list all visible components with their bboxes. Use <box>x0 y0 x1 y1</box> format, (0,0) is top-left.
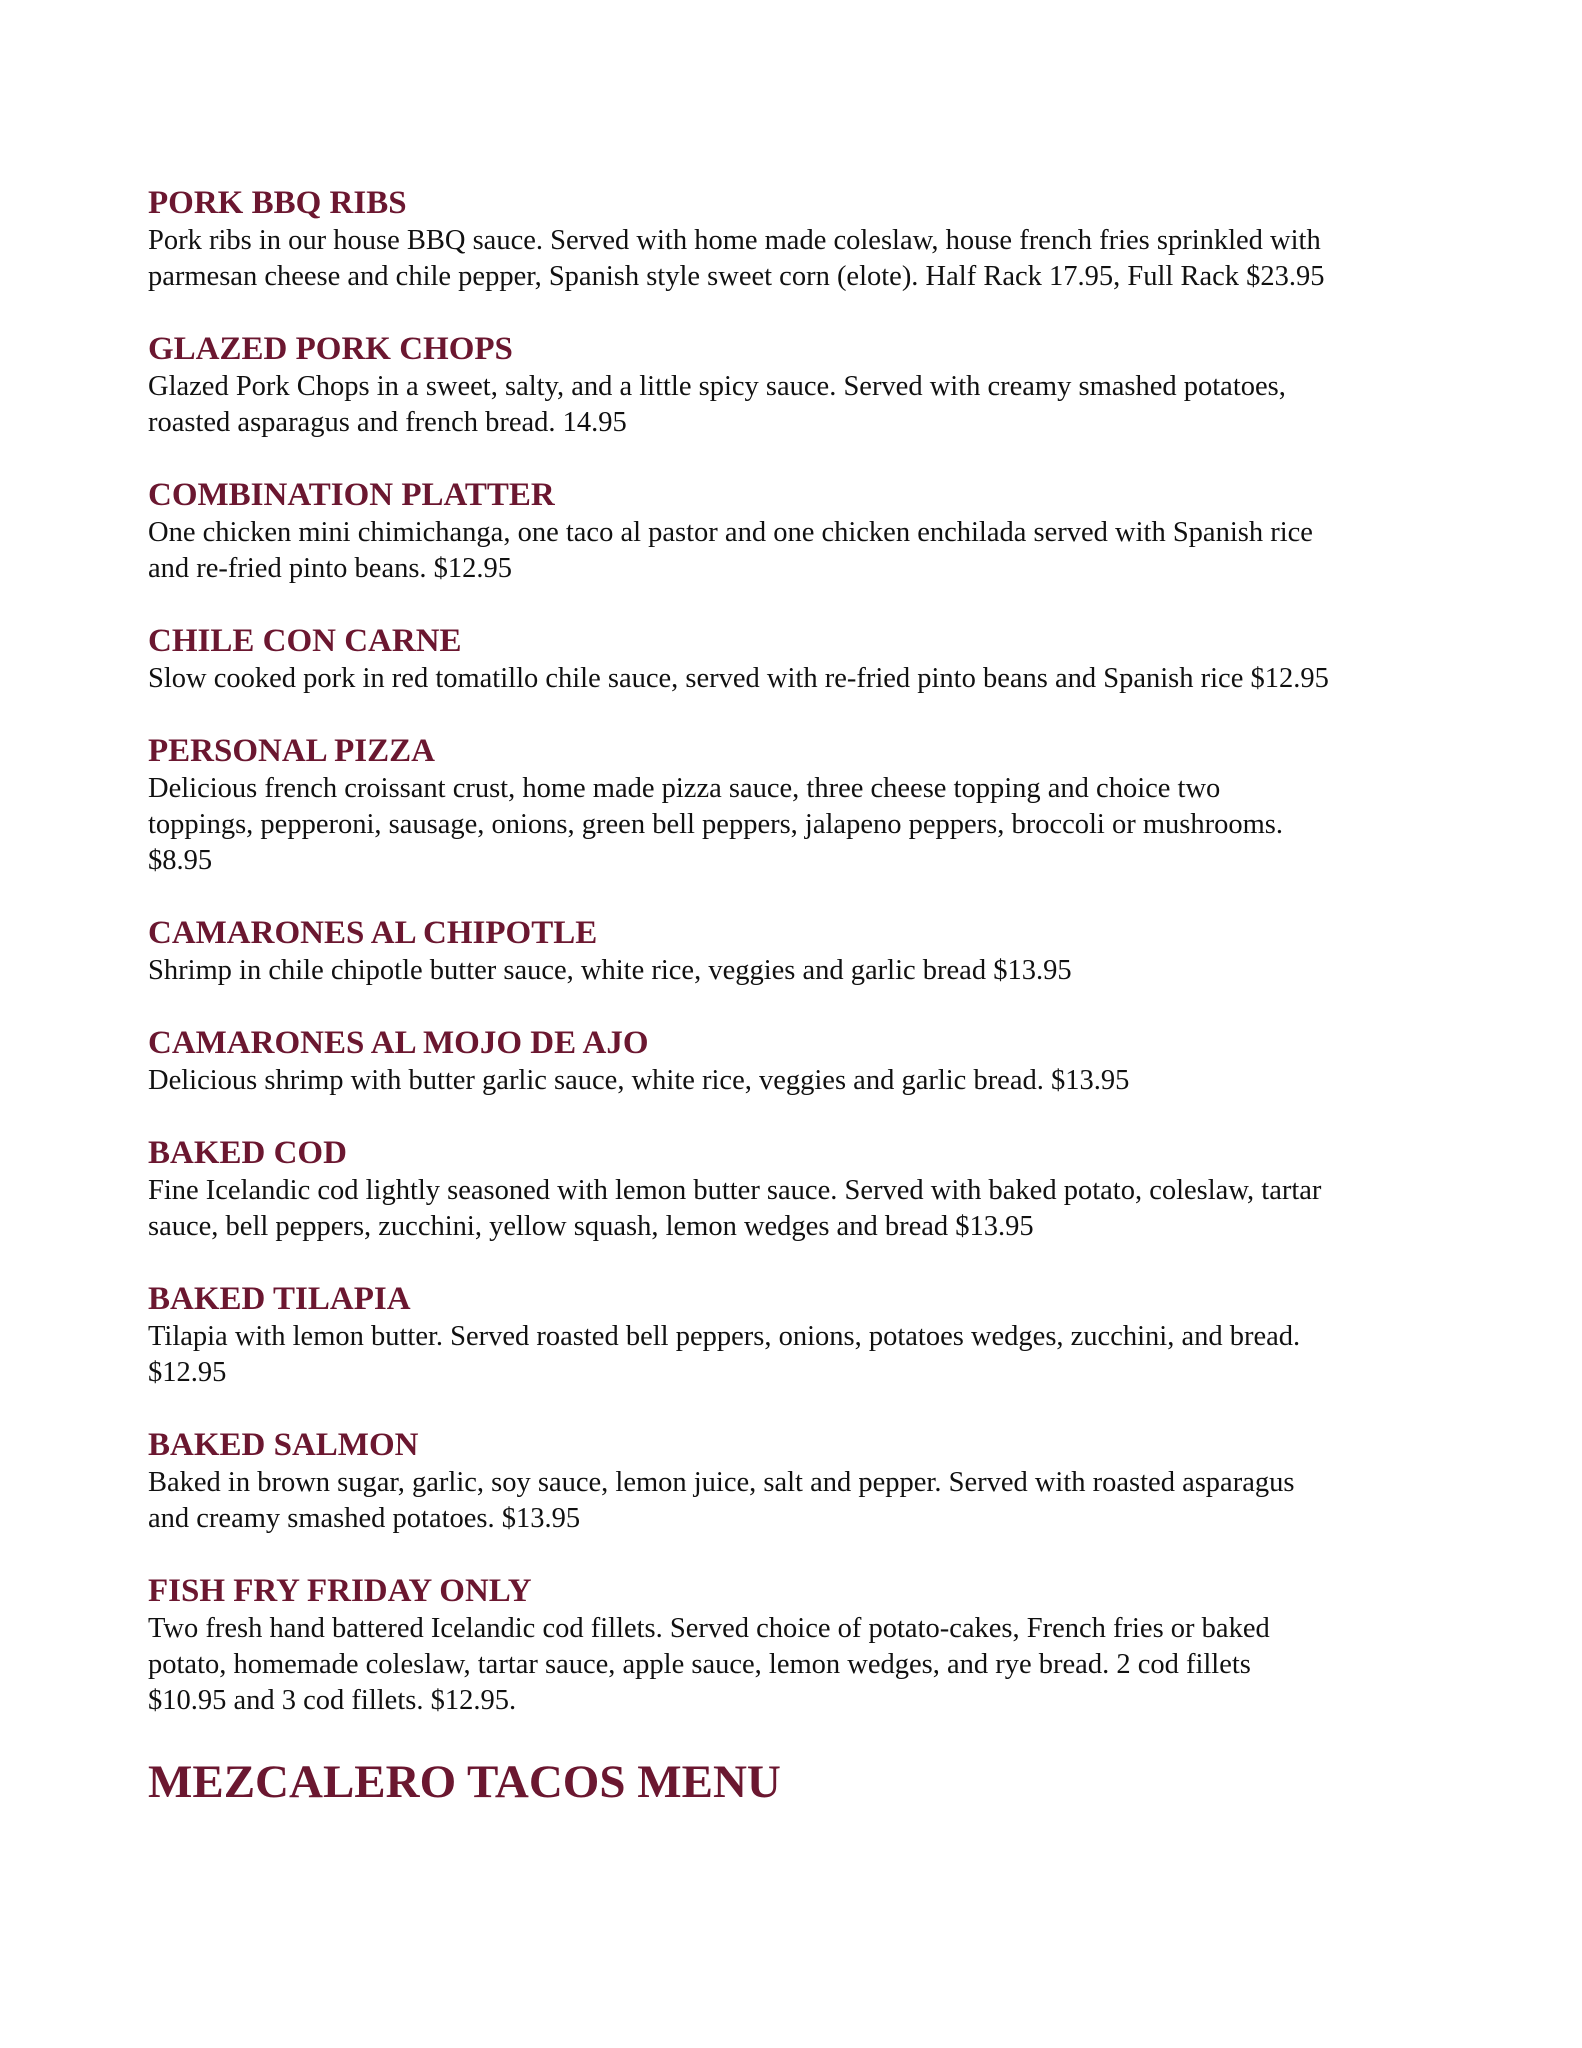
menu-item <box>148 1133 1448 1245</box>
description-line: toppings, pepperoni, sausage, onions, green bell peppers, jalapeno peppers, broccoli or mushrooms. <box>148 809 1283 840</box>
description-line: Two fresh hand battered Icelandic cod fillets. Served choice of potato-cakes, French fries or baked <box>148 1613 1270 1644</box>
menu-item-title: PERSONAL PIZZA <box>148 733 435 769</box>
menu-item <box>148 475 1448 587</box>
description-line: Delicious shrimp with butter garlic sauce, white rice, veggies and garlic bread. $13.95 <box>148 1065 1130 1096</box>
menu-item-description <box>148 223 1448 295</box>
menu-item <box>148 1279 1448 1391</box>
menu-item-description <box>148 1611 1448 1719</box>
menu-item-title: BAKED SALMON <box>148 1427 419 1463</box>
description-line: Pork ribs in our house BBQ sauce. Served with home made coleslaw, house french fries sprinkled with <box>148 225 1321 256</box>
description-line: Tilapia with lemon butter. Served roasted bell peppers, onions, potatoes wedges, zucchini, and bread. <box>148 1321 1301 1352</box>
section-heading: MEZCALERO TACOS MENU <box>148 1756 781 1808</box>
menu-item-title: GLAZED PORK CHOPS <box>148 331 513 367</box>
menu-item-description <box>148 661 1448 697</box>
menu-item <box>148 329 1448 441</box>
menu-item-title: BAKED COD <box>148 1135 347 1171</box>
description-line: Delicious french croissant crust, home made pizza sauce, three cheese topping and choice two <box>148 773 1221 804</box>
menu-item-description <box>148 515 1448 587</box>
menu-item <box>148 731 1448 879</box>
menu-item-title: CHILE CON CARNE <box>148 623 462 659</box>
menu-item <box>148 183 1448 295</box>
description-line: Fine Icelandic cod lightly seasoned with lemon butter sauce. Served with baked potato, coleslaw, tartar <box>148 1175 1322 1206</box>
menu-item-description <box>148 1319 1448 1391</box>
menu-item-title: CAMARONES AL MOJO DE AJO <box>148 1025 649 1061</box>
menu-item-description <box>148 771 1448 879</box>
description-line: roasted asparagus and french bread. 14.95 <box>148 407 627 438</box>
description-line: sauce, bell peppers, zucchini, yellow squash, lemon wedges and bread $13.95 <box>148 1211 1034 1242</box>
description-line: and re-fried pinto beans. $12.95 <box>148 553 513 584</box>
menu-item-description <box>148 1465 1448 1537</box>
description-line: Shrimp in chile chipotle butter sauce, white rice, veggies and garlic bread $13.95 <box>148 955 1072 986</box>
description-line: $10.95 and 3 cod fillets. $12.95. <box>148 1685 517 1716</box>
menu-item-list <box>148 183 1448 1719</box>
menu-item <box>148 1571 1448 1719</box>
menu-item-title: CAMARONES AL CHIPOTLE <box>148 915 598 951</box>
description-line: Slow cooked pork in red tomatillo chile sauce, served with re-fried pinto beans and Spanish rice $12.95 <box>148 663 1329 694</box>
menu-item-title: FISH FRY FRIDAY ONLY <box>148 1573 532 1609</box>
description-line: parmesan cheese and chile pepper, Spanish style sweet corn (elote). Half Rack 17.95, Full Rack $23.95 <box>148 261 1325 292</box>
menu-item <box>148 1023 1448 1099</box>
menu-item-title: COMBINATION PLATTER <box>148 477 555 513</box>
description-line: $8.95 <box>148 845 213 876</box>
description-line: Baked in brown sugar, garlic, soy sauce, lemon juice, salt and pepper. Served with roasted asparagus <box>148 1467 1295 1498</box>
menu-item <box>148 913 1448 989</box>
menu-item-title: PORK BBQ RIBS <box>148 185 407 221</box>
description-line: $12.95 <box>148 1357 227 1388</box>
menu-item <box>148 621 1448 697</box>
menu-item-description <box>148 1063 1448 1099</box>
menu-page <box>148 183 1448 1811</box>
menu-item-title: BAKED TILAPIA <box>148 1281 411 1317</box>
menu-item-description <box>148 1173 1448 1245</box>
menu-item <box>148 1425 1448 1537</box>
menu-item-description <box>148 369 1448 441</box>
description-line: and creamy smashed potatoes. $13.95 <box>148 1503 581 1534</box>
description-line: Glazed Pork Chops in a sweet, salty, and a little spicy sauce. Served with creamy smashed potatoes, <box>148 371 1286 402</box>
description-line: One chicken mini chimichanga, one taco al pastor and one chicken enchilada served with Spanish rice <box>148 517 1313 548</box>
description-line: potato, homemade coleslaw, tartar sauce, apple sauce, lemon wedges, and rye bread. 2 cod fillets <box>148 1649 1251 1680</box>
menu-item-description <box>148 953 1448 989</box>
